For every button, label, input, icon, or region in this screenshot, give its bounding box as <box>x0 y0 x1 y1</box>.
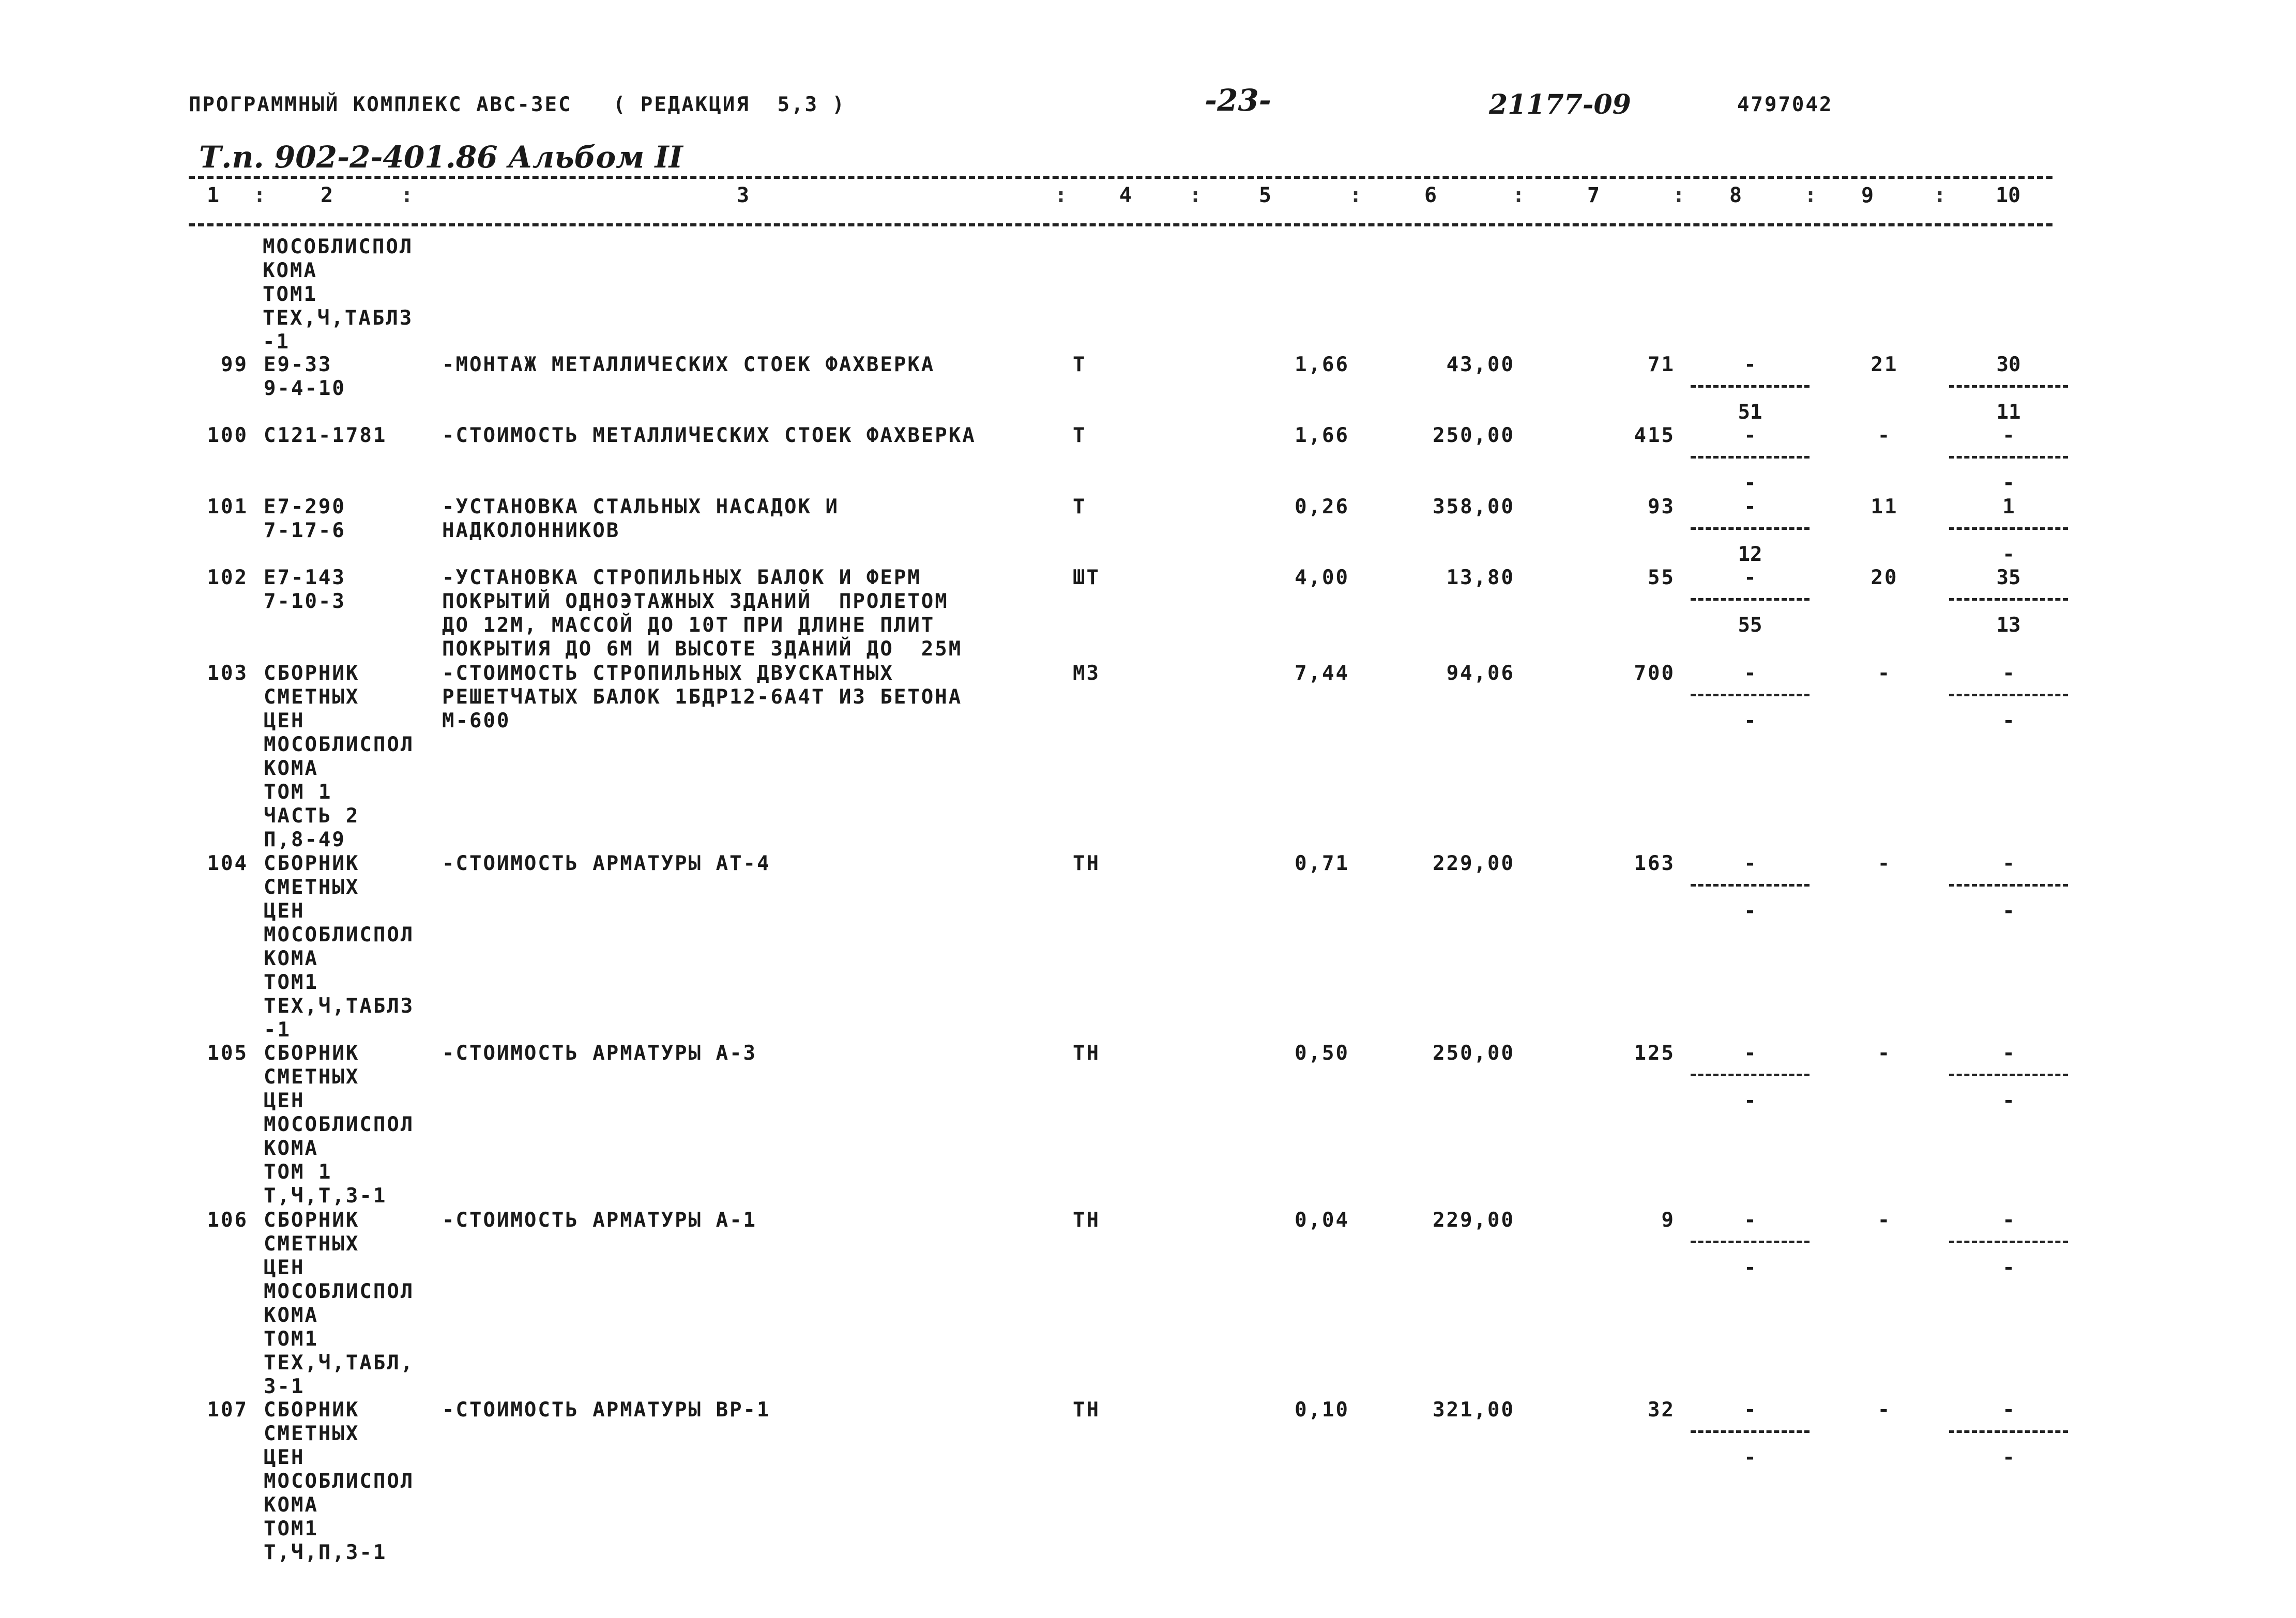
work-description: -СТОИМОСТЬ АРМАТУРЫ ВР-1 <box>442 1398 771 1422</box>
carryover-code-cell: МОСОБЛИСПОЛ КОМА ТОМ1 ТЕХ,Ч,ТАБЛ3 -1 <box>263 235 414 354</box>
column-separator: : <box>1189 184 1202 207</box>
work-description: -МОНТАЖ МЕТАЛЛИЧЕСКИХ СТОЕК ФАХВЕРКА <box>442 353 935 376</box>
row-number: 105 <box>207 1042 248 1065</box>
column-number-6: 6 <box>1424 184 1437 207</box>
column-10-value-upper: 35 <box>1996 566 2021 589</box>
column-9-value: - <box>1877 1209 1892 1232</box>
column-9-value: 11 <box>1871 495 1898 518</box>
column-8-value <box>1691 662 1810 739</box>
column-10-value-lower: 11 <box>1996 401 2021 424</box>
work-description: -УСТАНОВКА СТРОПИЛЬНЫХ БАЛОК И ФЕРМ ПОКРЫТИЙ ОДНОЭТАЖНЫХ ЗДАНИЙ ПРОЛЕТОМ ДО 12М, МАССОЙ ДО 10Т ПРИ ДЛИНЕ ПЛИТ ПОКРЫТИЯ ДО 6М И ВЫСОТЕ ЗДАНИЙ ДО 25М <box>442 566 963 661</box>
quantity: 1,66 <box>1295 424 1349 447</box>
column-10-value <box>1949 1042 2068 1119</box>
column-8-value <box>1691 852 1810 929</box>
column-8-value-upper: - <box>1744 852 1756 875</box>
program-title: ПРОГРАММНЫЙ КОМПЛЕКС АВС-3ЕС ( РЕДАКЦИЯ 5,3 ) <box>189 93 846 116</box>
column-8-value-upper: - <box>1744 662 1756 685</box>
unit-of-measure: М3 <box>1073 662 1100 685</box>
column-10-value <box>1949 495 2068 573</box>
column-9-value: 20 <box>1871 566 1898 589</box>
unit-of-measure: Т <box>1073 424 1087 447</box>
column-10-value-fraction-line <box>1949 1074 2068 1076</box>
column-number-7: 7 <box>1587 184 1600 207</box>
work-description: -СТОИМОСТЬ АРМАТУРЫ А-3 <box>442 1042 757 1065</box>
rate-code: Е7-290 7-17-6 <box>264 495 346 542</box>
column-9-value: - <box>1877 852 1892 875</box>
column-10-value-upper: - <box>2002 424 2015 447</box>
column-8-value-upper: - <box>1744 353 1756 376</box>
column-number-1: 1 <box>207 184 220 207</box>
column-10-value-upper: - <box>2002 852 2015 875</box>
column-9-value: 21 <box>1871 353 1898 376</box>
total-cost: 700 <box>1634 662 1675 685</box>
column-10-value-upper: 1 <box>2002 495 2015 518</box>
column-10-value-lower: - <box>2002 709 2015 732</box>
unit-price: 43,00 <box>1446 353 1515 376</box>
column-10-value <box>1949 353 2068 431</box>
rate-code: СБОРНИК СМЕТНЫХ ЦЕН МОСОБЛИСПОЛ КОМА ТОМ1 Т,Ч,П,3-1 <box>264 1398 415 1564</box>
column-10-value-lower: 13 <box>1996 614 2021 637</box>
column-10-value-lower: - <box>2002 1089 2015 1112</box>
column-8-value-upper: - <box>1744 566 1756 589</box>
unit-of-measure: ТН <box>1073 1209 1100 1232</box>
column-separator: : <box>253 184 266 207</box>
table-top-rule <box>189 176 2052 179</box>
table-header-rule <box>189 223 2052 226</box>
column-separator: : <box>1804 184 1817 207</box>
unit-of-measure: ШТ <box>1073 566 1100 589</box>
unit-of-measure: Т <box>1073 495 1087 518</box>
rate-code: Е7-143 7-10-3 <box>264 566 346 613</box>
column-number-header <box>0 184 2296 215</box>
column-separator: : <box>401 184 414 207</box>
column-10-value-fraction-line <box>1949 884 2068 887</box>
quantity: 0,10 <box>1295 1398 1349 1422</box>
rate-code: СБОРНИК СМЕТНЫХ ЦЕН МОСОБЛИСПОЛ КОМА ТОМ 1 ЧАСТЬ 2 П,8-49 <box>264 662 415 851</box>
column-number-2: 2 <box>321 184 333 207</box>
row-number: 99 <box>221 353 248 376</box>
total-cost: 55 <box>1648 566 1675 589</box>
album-reference: Т.п. 902-2-401.86 Альбом II <box>199 140 683 175</box>
reference-number: 4797042 <box>1737 93 1833 116</box>
row-number: 103 <box>207 662 248 685</box>
unit-of-measure: ТН <box>1073 852 1100 875</box>
quantity: 1,66 <box>1295 353 1349 376</box>
column-8-value-fraction-line <box>1691 1241 1810 1243</box>
work-description: -СТОИМОСТЬ АРМАТУРЫ АТ-4 <box>442 852 771 875</box>
column-8-value <box>1691 424 1810 501</box>
column-8-value-lower: 55 <box>1738 614 1762 637</box>
column-separator: : <box>1672 184 1685 207</box>
column-separator: : <box>1055 184 1068 207</box>
column-8-value-fraction-line <box>1691 385 1810 388</box>
unit-price: 250,00 <box>1433 1042 1515 1065</box>
column-8-value-lower: - <box>1744 1089 1756 1112</box>
total-cost: 125 <box>1634 1042 1675 1065</box>
column-8-value <box>1691 1042 1810 1119</box>
quantity: 7,44 <box>1295 662 1349 685</box>
unit-of-measure: Т <box>1073 353 1087 376</box>
column-number-8: 8 <box>1729 184 1742 207</box>
column-10-value-fraction-line <box>1949 456 2068 459</box>
quantity: 0,71 <box>1295 852 1349 875</box>
column-separator: : <box>1934 184 1947 207</box>
column-number-5: 5 <box>1259 184 1272 207</box>
column-10-value <box>1949 1209 2068 1286</box>
column-10-value <box>1949 566 2068 644</box>
column-8-value-lower: 51 <box>1738 401 1762 424</box>
row-number: 107 <box>207 1398 248 1422</box>
column-number-4: 4 <box>1119 184 1132 207</box>
column-8-value-fraction-line <box>1691 884 1810 887</box>
column-10-value-upper: - <box>2002 1042 2015 1065</box>
unit-of-measure: ТН <box>1073 1042 1100 1065</box>
column-8-value <box>1691 1209 1810 1286</box>
unit-price: 358,00 <box>1433 495 1515 518</box>
unit-price: 94,06 <box>1446 662 1515 685</box>
column-10-value <box>1949 1398 2068 1476</box>
unit-price: 250,00 <box>1433 424 1515 447</box>
unit-price: 321,00 <box>1433 1398 1515 1422</box>
column-10-value-lower: - <box>2002 1256 2015 1279</box>
column-separator: : <box>1512 184 1525 207</box>
column-10-value-lower: - <box>2002 471 2015 495</box>
column-10-value <box>1949 424 2068 501</box>
column-8-value-fraction-line <box>1691 694 1810 696</box>
unit-price: 229,00 <box>1433 852 1515 875</box>
column-8-value-lower: 12 <box>1738 543 1762 566</box>
rate-code: Е9-33 9-4-10 <box>264 353 346 400</box>
quantity: 0,04 <box>1295 1209 1349 1232</box>
unit-price: 229,00 <box>1433 1209 1515 1232</box>
column-10-value-upper: - <box>2002 1398 2015 1422</box>
page-number: -23- <box>1205 83 1271 118</box>
column-8-value <box>1691 495 1810 573</box>
column-separator: : <box>1349 184 1362 207</box>
column-10-value-fraction-line <box>1949 598 2068 601</box>
unit-price: 13,80 <box>1446 566 1515 589</box>
rate-code: СБОРНИК СМЕТНЫХ ЦЕН МОСОБЛИСПОЛ КОМА ТОМ 1 Т,Ч,Т,3-1 <box>264 1042 415 1208</box>
column-10-value-fraction-line <box>1949 1241 2068 1243</box>
column-8-value-fraction-line <box>1691 527 1810 530</box>
work-description: -СТОИМОСТЬ АРМАТУРЫ А-1 <box>442 1209 757 1232</box>
rate-code: С121-1781 <box>264 424 387 447</box>
column-10-value-lower: - <box>2002 1446 2015 1469</box>
column-9-value: - <box>1877 1042 1892 1065</box>
column-8-value-fraction-line <box>1691 1074 1810 1076</box>
column-10-value-fraction-line <box>1949 694 2068 696</box>
column-10-value-lower: - <box>2002 543 2015 566</box>
column-10-value-fraction-line <box>1949 527 2068 530</box>
column-8-value-upper: - <box>1744 1042 1756 1065</box>
column-10-value-fraction-line <box>1949 1430 2068 1433</box>
work-description: -УСТАНОВКА СТАЛЬНЫХ НАСАДОК И НАДКОЛОННИКОВ <box>442 495 839 542</box>
rate-code: СБОРНИК СМЕТНЫХ ЦЕН МОСОБЛИСПОЛ КОМА ТОМ1 ТЕХ,Ч,ТАБЛ3 -1 <box>264 852 415 1042</box>
total-cost: 9 <box>1661 1209 1675 1232</box>
column-8-value-lower: - <box>1744 471 1756 495</box>
column-9-value: - <box>1877 1398 1892 1422</box>
row-number: 102 <box>207 566 248 589</box>
column-8-value <box>1691 566 1810 644</box>
total-cost: 163 <box>1634 852 1675 875</box>
column-8-value-lower: - <box>1744 899 1756 923</box>
column-8-value-upper: - <box>1744 495 1756 518</box>
column-8-value-lower: - <box>1744 709 1756 732</box>
column-8-value-fraction-line <box>1691 598 1810 601</box>
column-number-10: 10 <box>1996 184 2021 207</box>
column-8-value-upper: - <box>1744 424 1756 447</box>
document-code: 21177-09 <box>1489 89 1631 120</box>
column-8-value-lower: - <box>1744 1256 1756 1279</box>
column-number-3: 3 <box>737 184 750 207</box>
column-10-value-lower: - <box>2002 899 2015 923</box>
row-number: 100 <box>207 424 248 447</box>
total-cost: 93 <box>1648 495 1675 518</box>
total-cost: 71 <box>1648 353 1675 376</box>
column-10-value-upper: - <box>2002 662 2015 685</box>
column-9-value: - <box>1877 662 1892 685</box>
row-number: 101 <box>207 495 248 518</box>
column-8-value-lower: - <box>1744 1446 1756 1469</box>
quantity: 0,50 <box>1295 1042 1349 1065</box>
unit-of-measure: ТН <box>1073 1398 1100 1422</box>
column-10-value <box>1949 852 2068 929</box>
column-8-value-fraction-line <box>1691 1430 1810 1433</box>
work-description: -СТОИМОСТЬ СТРОПИЛЬНЫХ ДВУСКАТНЫХ РЕШЕТЧАТЫХ БАЛОК 1БДР12-6А4Т ИЗ БЕТОНА М-600 <box>442 662 963 732</box>
total-cost: 415 <box>1634 424 1675 447</box>
total-cost: 32 <box>1648 1398 1675 1422</box>
column-8-value <box>1691 1398 1810 1476</box>
column-9-value: - <box>1877 424 1892 447</box>
column-10-value-upper: - <box>2002 1209 2015 1232</box>
column-8-value-upper: - <box>1744 1209 1756 1232</box>
column-10-value <box>1949 662 2068 739</box>
quantity: 4,00 <box>1295 566 1349 589</box>
rate-code: СБОРНИК СМЕТНЫХ ЦЕН МОСОБЛИСПОЛ КОМА ТОМ1 ТЕХ,Ч,ТАБЛ, 3-1 <box>264 1209 415 1398</box>
quantity: 0,26 <box>1295 495 1349 518</box>
column-10-value-upper: 30 <box>1996 353 2021 376</box>
column-8-value <box>1691 353 1810 431</box>
column-number-9: 9 <box>1861 184 1874 207</box>
row-number: 106 <box>207 1209 248 1232</box>
column-10-value-fraction-line <box>1949 385 2068 388</box>
column-8-value-upper: - <box>1744 1398 1756 1422</box>
work-description: -СТОИМОСТЬ МЕТАЛЛИЧЕСКИХ СТОЕК ФАХВЕРКА <box>442 424 976 447</box>
column-8-value-fraction-line <box>1691 456 1810 459</box>
row-number: 104 <box>207 852 248 875</box>
